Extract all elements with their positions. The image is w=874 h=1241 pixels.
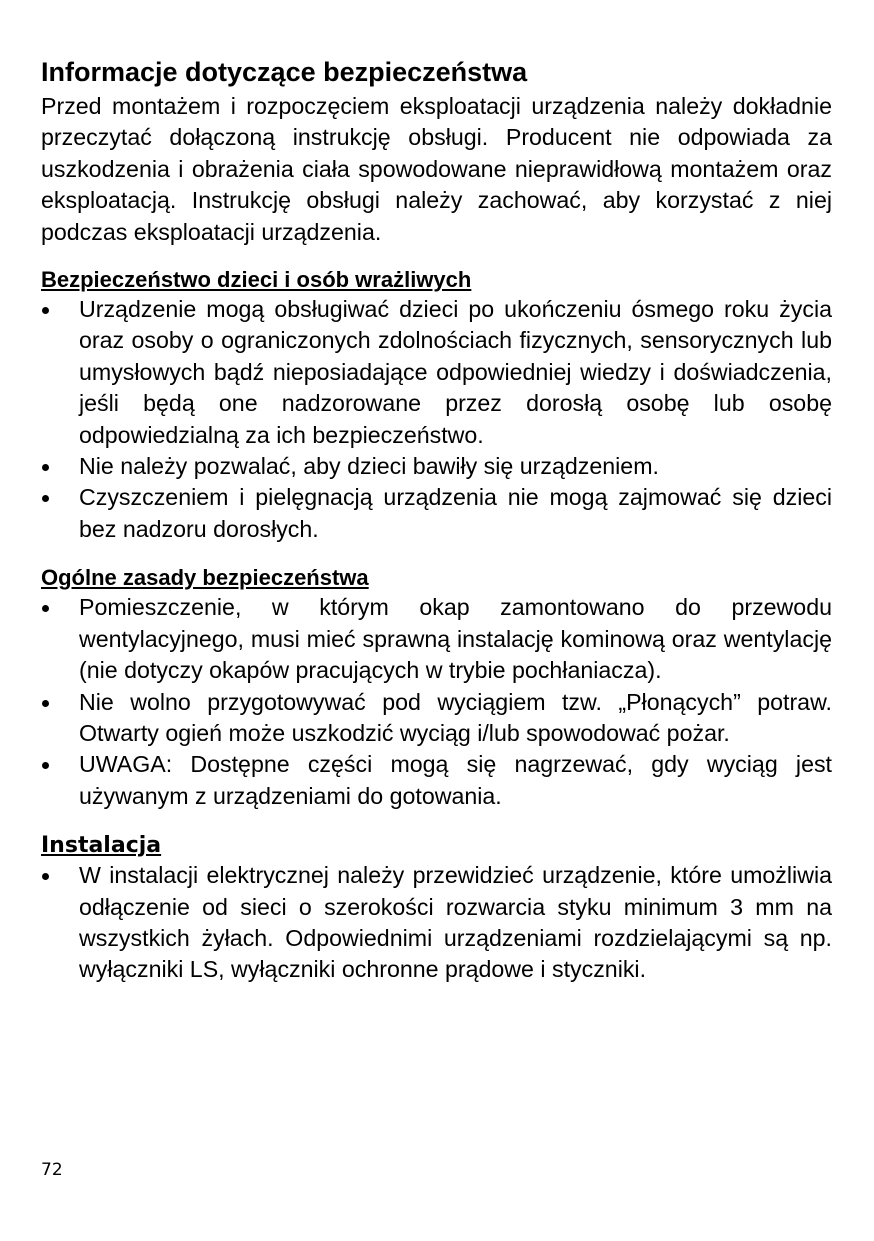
list-item-text: W instalacji elektrycznej należy przewidzieć urządzenie, które umożliwia odłączenie od sieci o szerokości rozwarcia styku minimum 3 mm na wszystkich żyłach. Odpowiednimi urządzeniami rozdzielającymi są np. wyłączniki LS, wyłączniki ochronne prądowe i styczniki. xyxy=(79,862,832,983)
list-item-text: UWAGA: Dostępne części mogą się nagrzewać, gdy wyciąg jest używanym z urządzeniami do gotowania. xyxy=(79,751,832,809)
installation-list xyxy=(41,860,832,986)
document-page xyxy=(41,56,832,986)
list-item xyxy=(41,860,832,986)
list-item xyxy=(41,482,832,545)
section-heading-children-safety: Bezpieczeństwo dzieci i osób wrażliwych xyxy=(41,267,472,293)
general-safety-list xyxy=(41,592,832,812)
list-item-text: Nie należy pozwalać, aby dzieci bawiły się urządzeniem. xyxy=(79,453,659,480)
list-item-text: Pomieszczenie, w którym okap zamontowano do przewodu wentylacyjnego, musi mieć sprawną instalację kominową oraz wentylację (nie dotyczy okapów pracujących w trybie pochłaniacza). xyxy=(79,594,832,684)
list-item xyxy=(41,294,832,451)
list-item-text: Nie wolno przygotowywać pod wyciągiem tzw. „Płonących” potraw. Otwarty ogień może uszkodzić wyciąg i/lub spowodować pożar. xyxy=(79,688,832,746)
children-safety-list xyxy=(41,294,832,545)
list-item xyxy=(41,451,832,482)
intro-paragraph: Przed montażem i rozpoczęciem eksploatacji urządzenia należy dokładnie przeczytać dołączoną instrukcję obsługi. Producent nie odpowiada za uszkodzenia i obrażenia ciała spowodowane nieprawidłową montażem oraz eksploatacją. Instrukcję obsługi należy zachować, aby korzystać z niej podczas eksploatacji urządzenia. xyxy=(41,93,832,245)
list-item-text: Czyszczeniem i pielęgnacją urządzenia nie mogą zajmować się dzieci bez nadzoru dorosłych. xyxy=(79,484,832,542)
page-title: Informacje dotyczące bezpieczeństwa xyxy=(41,57,528,87)
list-item-text: Urządzenie mogą obsługiwać dzieci po ukończeniu ósmego roku życia oraz osoby o ograniczonych zdolnościach fizycznych, sensorycznych lub umysłowych bądź nieposiadające odpowiedniej wiedzy i doświadczenia, jeśli będą one nadzorowane przez dorosłą osobę lub osobę odpowiedzialną za ich bezpieczeństwo. xyxy=(79,296,832,448)
list-item xyxy=(41,687,832,750)
list-item xyxy=(41,749,832,812)
section-heading-installation: Instalacja xyxy=(41,833,162,859)
page-number: 72 xyxy=(41,1160,63,1180)
list-item xyxy=(41,592,832,686)
section-heading-general-safety: Ogólne zasady bezpieczeństwa xyxy=(41,565,369,591)
